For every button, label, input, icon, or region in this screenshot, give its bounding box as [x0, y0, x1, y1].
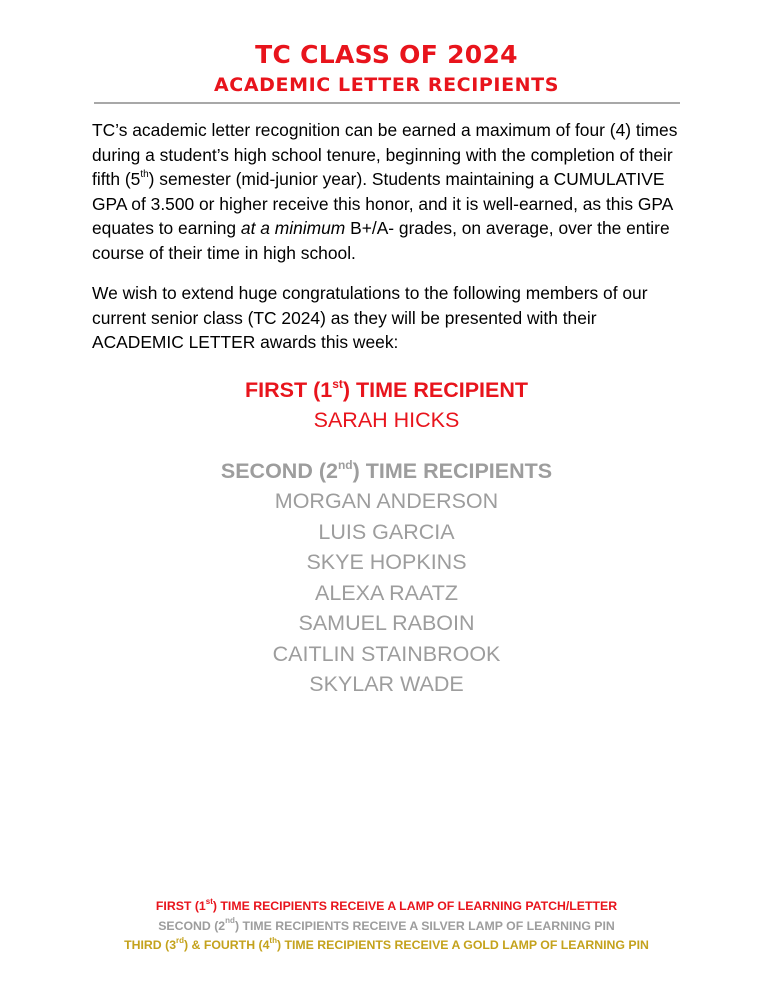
first-time-section — [0, 375, 773, 436]
recipient-name: SAMUEL RABOIN — [298, 611, 475, 635]
superscript: rd — [176, 935, 185, 945]
recipient-name: SKYE HOPKINS — [306, 550, 467, 574]
superscript: st — [205, 896, 213, 906]
intro-paragraph — [92, 118, 692, 265]
document-subtitle: ACADEMIC LETTER RECIPIENTS — [213, 74, 560, 96]
superscript: th — [140, 169, 149, 181]
award-legend — [0, 897, 773, 956]
first-time-heading — [0, 375, 773, 405]
superscript: nd — [225, 916, 235, 926]
second-time-heading — [0, 456, 773, 486]
intro-emphasis: at a minimum — [240, 218, 346, 238]
recipient-name: MORGAN ANDERSON — [274, 489, 499, 513]
intro-text-part: B+/A- grades, on average, over the entire course of their time in high school. — [92, 218, 670, 263]
intro-text-part: ) semester (mid-junior year). Students maintaining a CUMULATIVE GPA of 3.500 or higher receive this honor, and it is well-earned, as this GPA equates to earning — [92, 169, 673, 238]
superscript: st — [332, 376, 343, 391]
recipient-name: ALEXA RAATZ — [315, 580, 458, 605]
legend-text: ) TIME RECIPIENTS RECEIVE A LAMP OF LEARNING PATCH/LETTER — [212, 899, 618, 913]
title-divider — [94, 102, 680, 104]
recipient-name: CAITLIN STAINBROOK — [272, 641, 501, 666]
heading-text: FIRST (1 — [244, 378, 333, 402]
recipient-name: LUIS GARCIA — [318, 519, 455, 544]
superscript: th — [269, 935, 277, 945]
legend-text: THIRD (3 — [124, 938, 177, 952]
heading-text: ) TIME RECIPIENT — [342, 378, 529, 402]
legend-text: SECOND (2 — [158, 918, 226, 933]
legend-text: ) TIME RECIPIENTS RECEIVE A GOLD LAMP OF LEARNING PIN — [276, 938, 649, 952]
legend-line-second — [0, 917, 773, 937]
recipient-name: SARAH HICKS — [313, 408, 460, 432]
legend-text: ) TIME RECIPIENTS RECEIVE A SILVER LAMP OF LEARNING PIN — [234, 918, 615, 933]
superscript: nd — [337, 457, 353, 472]
heading-text: ) TIME RECIPIENTS — [352, 459, 553, 483]
legend-text: ) & FOURTH (4 — [184, 938, 270, 952]
intro-text-part: TC’s academic letter recognition can be earned a maximum of four (4) times during a student’s high school tenure, beginning with the completion of their fifth (5 — [92, 120, 678, 189]
heading-text: SECOND (2 — [220, 459, 338, 483]
document-title: TC CLASS OF 2024 — [255, 40, 518, 69]
second-time-section — [0, 456, 773, 700]
congratulations-paragraph: We wish to extend huge congratulations to the following members of our current senior class (TC 2024) as they will be presented with their ACADEMIC LETTER awards this week: — [92, 283, 648, 352]
recipient-name: SKYLAR WADE — [309, 672, 464, 696]
legend-text: FIRST (1 — [155, 899, 206, 913]
legend-line-third-fourth — [0, 936, 773, 956]
legend-line-first — [0, 897, 773, 917]
